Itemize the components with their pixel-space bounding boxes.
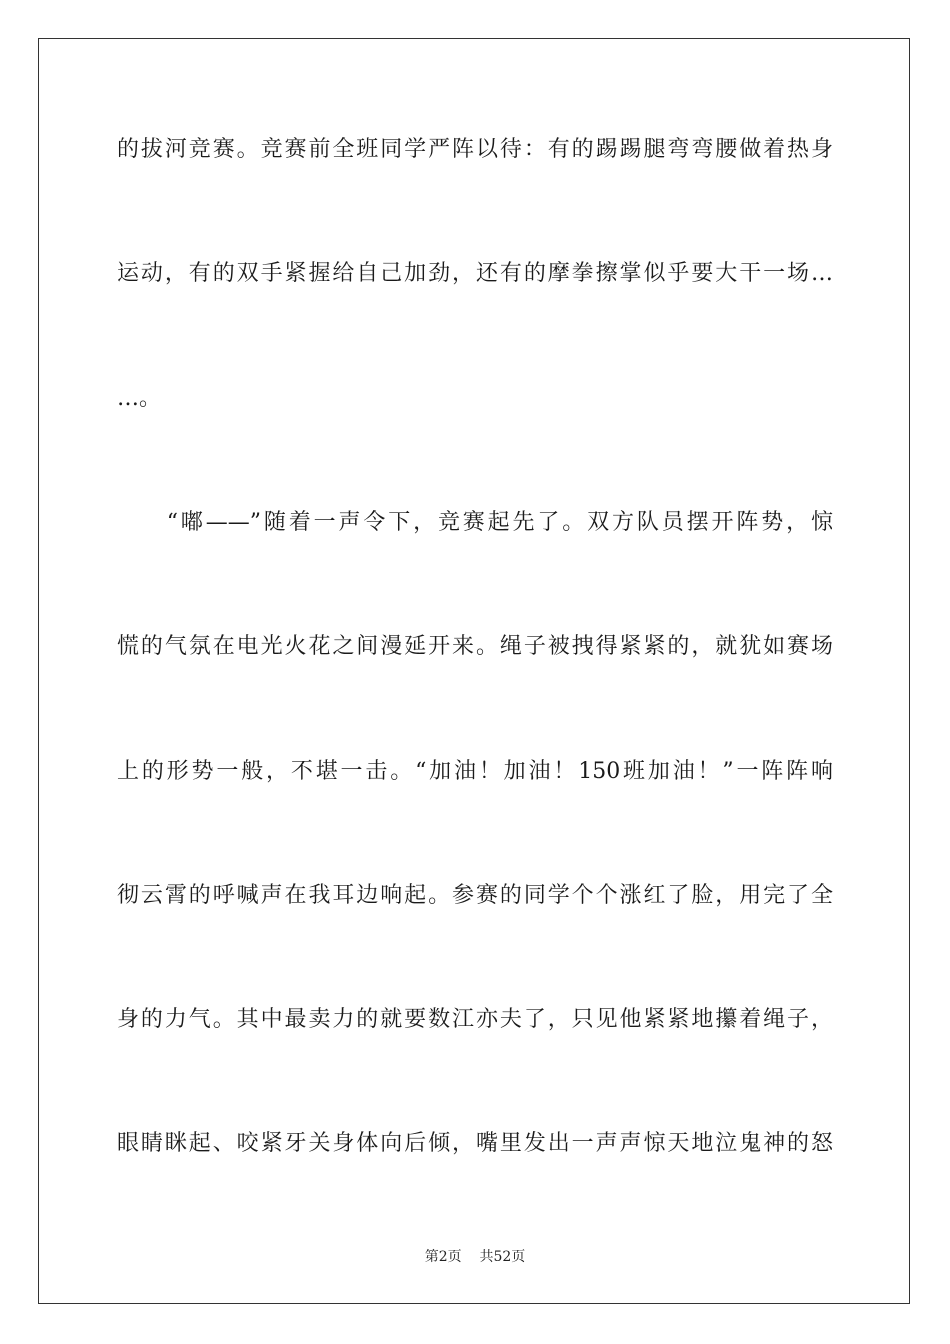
body-text-line-9: 眼睛眯起、咬紧牙关身体向后倾，嘴里发出一声声惊天地泣鬼神的怒 [117, 1131, 833, 1156]
body-text-line-3: …。 [117, 386, 162, 411]
body-text-line-5: 慌的气氛在电光火花之间漫延开来。绳子被拽得紧紧的，就犹如赛场 [117, 634, 833, 659]
body-text-line-2: 运动，有的双手紧握给自己加劲，还有的摩拳擦掌似乎要大干一场… [117, 261, 833, 286]
page-number: 第2页 [424, 1249, 462, 1265]
page-total: 共52页 [479, 1249, 526, 1265]
page-footer [0, 1247, 950, 1267]
body-text-line-6: 上的形势一般，不堪一击。“加油！加油！150班加油！”一阵阵响 [117, 759, 833, 784]
body-text-line-8: 身的力气。其中最卖力的就要数江亦夫了，只见他紧紧地攥着绳子， [117, 1007, 833, 1032]
page-border [38, 38, 910, 1304]
body-text-line-1: 的拔河竞赛。竞赛前全班同学严阵以待：有的踢踢腿弯弯腰做着热身 [117, 137, 833, 162]
body-text-line-4: “嘟——”随着一声令下，竞赛起先了。双方队员摆开阵势，惊 [117, 510, 833, 535]
body-text-line-7: 彻云霄的呼喊声在我耳边响起。参赛的同学个个涨红了脸，用完了全 [117, 883, 833, 908]
